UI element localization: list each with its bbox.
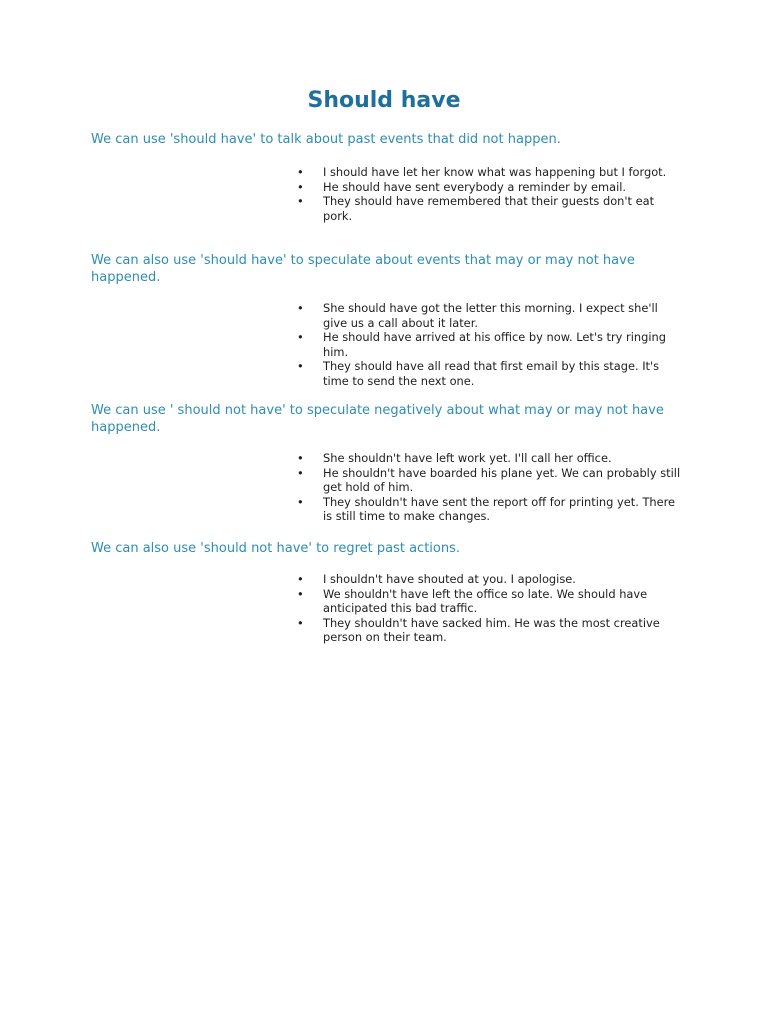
- section-3-examples: [297, 451, 682, 524]
- list-item: [297, 194, 682, 223]
- list-item: [297, 495, 682, 524]
- example-text: He shouldn't have boarded his plane yet. We can probably still get hold of him.: [323, 465, 681, 494]
- list-item: [297, 359, 682, 388]
- list-item: [297, 572, 682, 587]
- section-2-intro: We can also use 'should have' to speculate about events that may or may not have happened.: [91, 253, 635, 285]
- list-item: [297, 301, 682, 330]
- section-1-examples: [297, 165, 682, 223]
- example-text: They shouldn't have sacked him. He was the most creative person on their team.: [323, 615, 660, 644]
- section-1-intro: We can use 'should have' to talk about past events that did not happen.: [91, 132, 561, 147]
- section-4-examples: [297, 572, 682, 645]
- bullet-icon: •: [297, 465, 304, 480]
- list-item: [297, 616, 682, 645]
- page-title: Should have: [307, 88, 461, 113]
- section-4-intro: We can also use 'should not have' to regret past actions.: [91, 541, 461, 556]
- list-item: [297, 165, 682, 180]
- example-text: We shouldn't have left the office so late. We should have anticipated this bad traffic.: [323, 586, 648, 615]
- list-item: [297, 451, 682, 466]
- bullet-icon: •: [297, 301, 304, 315]
- example-text: He should have arrived at his office by now. Let's try ringing him.: [323, 330, 666, 359]
- list-item: [297, 466, 682, 495]
- example-text: I shouldn't have shouted at you. I apologise.: [323, 572, 576, 586]
- section-3-intro: We can use ' should not have' to speculate negatively about what may or may not have happened.: [91, 403, 664, 435]
- example-text: They should have all read that first email by this stage. It's time to send the next one.: [323, 359, 660, 388]
- list-item: [297, 180, 682, 195]
- bullet-icon: •: [297, 615, 304, 630]
- bullet-icon: •: [297, 586, 304, 601]
- example-text: They should have remembered that their guests don't eat pork.: [323, 194, 655, 223]
- bullet-icon: •: [297, 194, 304, 208]
- example-text: They shouldn't have sent the report off for printing yet. There is still time to make changes.: [323, 494, 676, 523]
- example-text: He should have sent everybody a reminder by email.: [323, 179, 627, 194]
- bullet-icon: •: [297, 494, 304, 509]
- list-item: [297, 587, 682, 616]
- bullet-icon: •: [297, 572, 304, 586]
- bullet-icon: •: [297, 179, 304, 194]
- list-item: [297, 330, 682, 359]
- section-2-examples: [297, 301, 682, 388]
- example-text: She should have got the letter this morning. I expect she'll give us a call about it later.: [323, 301, 658, 330]
- example-text: She shouldn't have left work yet. I'll call her office.: [323, 451, 612, 465]
- example-text: I should have let her know what was happening but I forgot.: [323, 165, 667, 179]
- bullet-icon: •: [297, 165, 304, 179]
- bullet-icon: •: [297, 359, 304, 373]
- bullet-icon: •: [297, 330, 304, 344]
- bullet-icon: •: [297, 451, 304, 465]
